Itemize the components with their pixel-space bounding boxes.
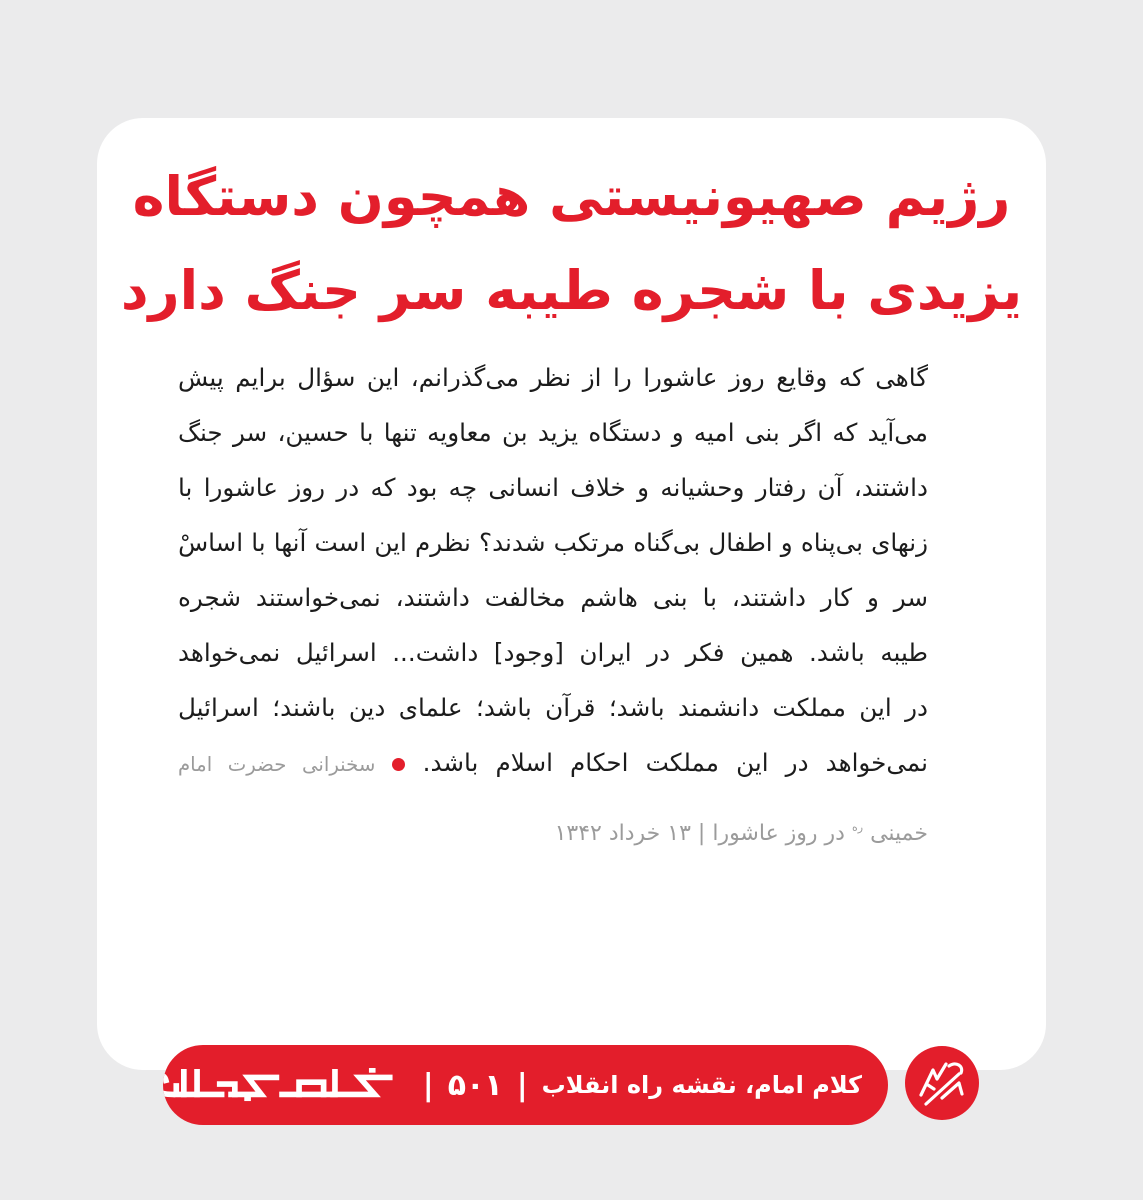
quote-line-2: می‌آید که اگر بنی امیه و دستگاه یزید بن معاویه تنها با حسین، سر جنگ <box>177 418 928 447</box>
episode-number: ۵۰۱ <box>447 1067 503 1103</box>
attribution-separator: | <box>697 821 706 846</box>
series-title: کلام امام، نقشه راه انقلاب <box>541 1071 862 1099</box>
quote-line-7: در این مملکت دانشمند باشد؛ قرآن باشد؛ علمای دین باشند؛ اسرائیل <box>178 693 928 722</box>
attribution-prefix: سخنرانی حضرت امام <box>177 753 376 776</box>
headline <box>97 150 1046 338</box>
quote-line-8-text: نمی‌خواهد در این مملکت احکام اسلام باشد. <box>422 748 928 777</box>
quote-line-8 <box>178 735 928 790</box>
khat-hezbollah-logo <box>163 1068 395 1102</box>
series-footer <box>163 1045 888 1125</box>
quote-body <box>178 350 928 855</box>
attribution-name: خمینی <box>870 821 928 846</box>
headline-line-1: رژیم صهیونیستی همچون دستگاه <box>132 165 1011 228</box>
headline-line-2: یزیدی با شجره طیبه سر جنگ دارد <box>120 259 1023 322</box>
quote-line-6: طیبه باشد. همین فکر در ایران [وجود] داشت... اسرائیل نمی‌خواهد <box>177 638 928 667</box>
quote-line-1: گاهی که وقایع روز عاشورا را از نظر می‌گذرانم، این سؤال برایم پیش <box>178 363 928 392</box>
honorific-mark: ره <box>851 821 864 834</box>
attribution-date: ۱۳ خرداد ۱۳۴۲ <box>554 821 691 846</box>
attribution-occasion: در روز عاشورا <box>712 821 845 846</box>
quote-line-5: سر و کار داشتند، با بنی هاشم مخالفت داشتند، نمی‌خواستند شجره <box>178 583 928 612</box>
footer-separator-2: | <box>422 1067 434 1103</box>
attribution-details <box>178 800 928 855</box>
quote-line-3: داشتند، آن رفتار وحشیانه و خلاف انسانی چه بود که در روز عاشورا با <box>178 473 928 502</box>
red-dot-icon <box>392 758 405 771</box>
quote-line-4: زنهای بی‌پناه و اطفال بی‌گناه مرتکب شدند؟ نظرم این است آنها با اساسْ <box>178 528 928 557</box>
footer-separator-1: | <box>516 1067 528 1103</box>
calligraphy-badge-icon <box>904 1045 980 1121</box>
